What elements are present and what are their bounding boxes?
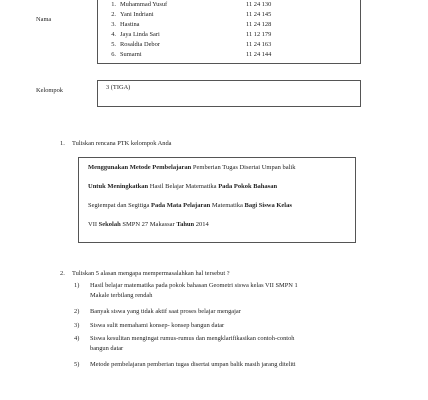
reason-text xyxy=(90,335,370,352)
member-row xyxy=(106,31,366,41)
plan-line xyxy=(88,221,350,240)
reason-line: Hasil belajar matematika pada pokok bahasan Geometri siswa kelas VII SMPN 1 xyxy=(90,282,298,289)
kelompok-box xyxy=(97,80,361,107)
member-row xyxy=(106,11,366,21)
member-nim: 11 12 179 xyxy=(246,31,272,38)
plan-bold-text: Bagi Siswa Kelas xyxy=(244,202,292,209)
reason-line: Siswa kesulitan mengingat rumus-rumus dan mengklarifikasikan contoh-contoh xyxy=(90,335,295,342)
member-row xyxy=(106,51,366,61)
reason-line: Banyak siswa yang tidak aktif saat proses belajar mengajar xyxy=(90,308,241,315)
member-name: Hastina xyxy=(120,21,140,28)
members-box xyxy=(97,0,361,64)
plan-text-span: 2014 xyxy=(194,221,209,228)
member-number: 4. xyxy=(111,31,116,38)
question-text: Tuliskan rencana PTK kelompok Anda xyxy=(72,140,172,147)
member-nim: 11 24 145 xyxy=(246,11,272,18)
question-number: 2. xyxy=(60,270,65,277)
member-nim: 11 24 144 xyxy=(246,51,272,58)
reason-text xyxy=(90,361,370,369)
member-name: Yani Indriani xyxy=(120,11,154,18)
member-name: Sumarni xyxy=(120,51,142,58)
plan-text-span: VII xyxy=(88,221,99,228)
reason-text xyxy=(90,308,370,316)
question-text: Tuliskan 5 alasan mengapa mempermasalahkan hal tersebut ? xyxy=(72,270,230,277)
question-2 xyxy=(60,270,230,278)
plan-bold-text: Sekolah xyxy=(98,221,121,228)
reason-text xyxy=(90,282,370,299)
plan-line xyxy=(88,164,350,183)
plan-bold-text: Menggunakan Metode Pembelajaran xyxy=(88,164,192,171)
plan-line xyxy=(88,202,350,221)
member-nim: 11 24 130 xyxy=(246,1,272,8)
question-1 xyxy=(60,140,172,148)
plan-bold-text: Untuk Meningkatkan xyxy=(88,183,149,190)
plan-text-span: SMPN 27 Makassar xyxy=(120,221,177,228)
plan-text xyxy=(88,164,350,240)
member-row xyxy=(106,41,366,51)
reason-line: bangun datar xyxy=(90,344,124,352)
kelompok-value: 3 (TIGA) xyxy=(106,84,131,91)
reason-number: 1) xyxy=(74,282,80,289)
reason-number: 2) xyxy=(74,308,80,315)
member-number: 3. xyxy=(111,21,116,28)
question-number: 1. xyxy=(60,140,65,147)
reason-line: Siswa sulit memahami konsep- konsep bangun datar xyxy=(90,322,225,329)
member-number: 6. xyxy=(111,51,116,58)
plan-text-span: Hasil Belajar Matematika xyxy=(148,183,219,190)
plan-text-span: Segiempat dan Segitiga xyxy=(88,202,152,209)
nama-label: Nama xyxy=(36,16,52,23)
reason-line: Makale terbilang rendah xyxy=(90,291,153,299)
plan-bold-text: Pada Pokok Bahasan xyxy=(218,183,278,190)
reason-number: 3) xyxy=(74,322,80,329)
member-number: 5. xyxy=(111,41,116,48)
plan-text-span: Pemberian Tugas Disertai Umpan balik xyxy=(191,164,296,171)
member-name: Muhammad Yusuf xyxy=(120,1,168,8)
plan-text-span: Matematika xyxy=(210,202,245,209)
plan-bold-text: Tahun xyxy=(176,221,195,228)
kelompok-label: Kelompok xyxy=(36,87,63,94)
member-row xyxy=(106,21,366,31)
reason-number: 5) xyxy=(74,361,80,368)
member-row xyxy=(106,1,366,11)
reason-number: 4) xyxy=(74,335,80,342)
member-nim: 11 24 163 xyxy=(246,41,272,48)
member-name: Rosaldia Debor xyxy=(120,41,160,48)
member-number: 2. xyxy=(111,11,116,18)
reason-line: Metode pembelajaran pemberian tugas disertai umpan balik masih jarang diteliti xyxy=(90,361,296,368)
plan-bold-text: Pada Mata Pelajaran xyxy=(151,202,211,209)
member-name: Jaya Linda Sari xyxy=(120,31,160,38)
plan-line xyxy=(88,183,350,202)
member-nim: 11 24 128 xyxy=(246,21,272,28)
reason-text xyxy=(90,322,370,330)
member-number: 1. xyxy=(111,1,116,8)
